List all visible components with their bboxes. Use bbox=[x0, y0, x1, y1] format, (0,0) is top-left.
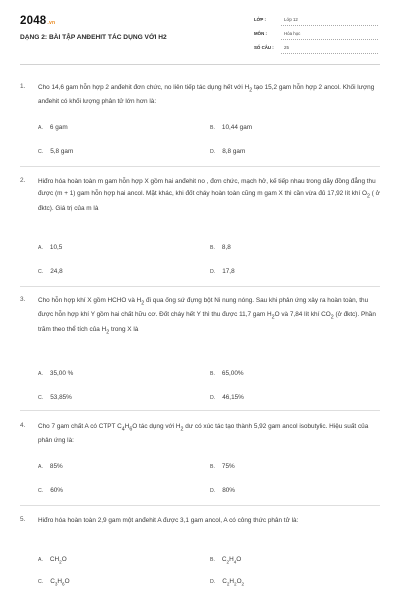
option-letter: A. bbox=[38, 464, 43, 470]
option-letter: A. bbox=[38, 557, 43, 563]
logo-text: 2048 bbox=[20, 15, 47, 27]
option-letter: D. bbox=[210, 395, 216, 401]
question-number: 4. bbox=[20, 422, 26, 429]
option-letter: C. bbox=[38, 395, 44, 401]
option-text: 24,8 bbox=[50, 268, 63, 275]
meta-underline bbox=[281, 53, 378, 54]
option-text: 17,8 bbox=[222, 268, 235, 275]
question-text: Hiđro hóa hoàn toàn 2,9 gam một anđehit A được 3,1 gam ancol, A có công thức phân tử là: bbox=[38, 517, 299, 524]
option-text: 8,8 bbox=[221, 244, 231, 251]
option-c[interactable] bbox=[38, 578, 70, 586]
logo-suffix: .vn bbox=[47, 20, 56, 26]
option-text: 46,15% bbox=[222, 394, 244, 401]
option-b[interactable] bbox=[210, 556, 241, 564]
option-letter: B. bbox=[210, 371, 215, 377]
option-letter: B. bbox=[210, 125, 215, 131]
question-text: Cho 14,6 gam hỗn hợp 2 anđehit đơn chức, no liên tiếp tác dụng hết với $H_2$ tạo 15,2 gam hỗn hợp 2 ancol. Khối lượng anđehit có khối lượng phân tử lớn hơn là: bbox=[38, 84, 375, 106]
meta-label: MÔN : bbox=[254, 31, 267, 36]
question-divider bbox=[20, 286, 380, 287]
option-letter: A. bbox=[38, 245, 43, 251]
option-text: $C_3H_6O$ bbox=[50, 578, 70, 587]
option-b[interactable] bbox=[210, 124, 252, 131]
option-a[interactable] bbox=[38, 370, 73, 377]
option-text: 5,8 gam bbox=[50, 148, 74, 155]
option-letter: A. bbox=[38, 125, 43, 131]
option-text: 75% bbox=[221, 463, 235, 470]
option-c[interactable] bbox=[38, 487, 63, 494]
option-text: 10,44 gam bbox=[221, 124, 253, 131]
meta-label: LỚP : bbox=[254, 17, 266, 22]
option-d[interactable] bbox=[210, 487, 235, 494]
option-text: 53,85% bbox=[50, 394, 72, 401]
option-text: 80% bbox=[222, 487, 235, 494]
meta-value: 25 bbox=[284, 45, 289, 50]
section-title: DẠNG 2: BÀI TẬP ANĐEHIT TÁC DỤNG VỚI H2 bbox=[20, 34, 167, 41]
option-a[interactable] bbox=[38, 244, 62, 251]
question-number: 3. bbox=[20, 296, 26, 303]
option-letter: A. bbox=[38, 371, 43, 377]
option-text: $C_2H_2O_2$ bbox=[222, 578, 245, 587]
question-text: Cho 7 gam chất A có CTPT $C_4H_6O$ tác dụng với $H_2$ dư có xúc tác tạo thành 5,92 gam ancol isobutylic. Hiệu suất của phản ứng là: bbox=[38, 423, 369, 445]
option-text: $C_2H_4O$ bbox=[221, 556, 242, 565]
option-d[interactable] bbox=[210, 394, 244, 401]
option-b[interactable] bbox=[210, 463, 235, 470]
option-letter: C. bbox=[38, 488, 44, 494]
meta-value: Lớp 12 bbox=[284, 17, 298, 22]
site-logo[interactable] bbox=[20, 15, 55, 27]
question-number: 2. bbox=[20, 177, 26, 184]
option-letter: B. bbox=[210, 557, 215, 563]
question-number: 1. bbox=[20, 83, 26, 90]
question-number: 5. bbox=[20, 516, 26, 523]
option-text: 60% bbox=[50, 487, 63, 494]
question-text: Hiđro hóa hoàn toàn m gam hỗn hợp X gồm hai anđehit no , đơn chức, mạch hở, kế tiếp nhau trong dãy đồng đẳng thu được (m + 1) gam hỗn hợp hai ancol. Mặt khác, khi đốt cháy hoàn toàn cũng m gam X thì cần vừa đủ 17,92 lít khí $O_2$ ( ở đktc). Giá trị của m là bbox=[38, 178, 380, 212]
option-letter: B. bbox=[210, 245, 215, 251]
option-letter: C. bbox=[38, 579, 44, 585]
question-divider bbox=[20, 505, 380, 506]
meta-label: SỐ CÂU : bbox=[254, 45, 274, 50]
option-text: $CH_2O$ bbox=[49, 556, 67, 565]
option-text: 6 gam bbox=[49, 124, 68, 131]
meta-underline bbox=[281, 25, 378, 26]
option-text: 8,8 gam bbox=[222, 148, 246, 155]
meta-value: Hóa học bbox=[284, 31, 301, 36]
option-d[interactable] bbox=[210, 578, 244, 586]
option-letter: D. bbox=[210, 269, 216, 275]
option-a[interactable] bbox=[38, 124, 68, 131]
option-b[interactable] bbox=[210, 370, 244, 377]
option-letter: C. bbox=[38, 269, 44, 275]
option-text: 10,5 bbox=[49, 244, 63, 251]
option-letter: D. bbox=[210, 488, 216, 494]
option-text: 35,00 % bbox=[49, 370, 74, 377]
option-letter: D. bbox=[210, 579, 216, 585]
option-d[interactable] bbox=[210, 268, 235, 275]
option-b[interactable] bbox=[210, 244, 231, 251]
option-d[interactable] bbox=[210, 148, 245, 155]
option-a[interactable] bbox=[38, 463, 63, 470]
meta-underline bbox=[281, 39, 378, 40]
option-letter: D. bbox=[210, 149, 216, 155]
option-text: 85% bbox=[49, 463, 63, 470]
question-text: Cho hỗn hợp khí X gồm HCHO và $H_2$ đi qua ống sứ đựng bột Ni nung nóng. Sau khi phản ứng xảy ra hoàn toàn, thu được hỗn hợp khí Y gồm hai chất hữu cơ. Đốt cháy hết Y thì thu được 11,7 gam $H_2O$ và 7,84 lít khí $CO_2$ (ở đktc). Phần trăm theo thể tích của $H_2$ trong X là bbox=[38, 297, 376, 336]
option-a[interactable] bbox=[38, 556, 67, 564]
option-c[interactable] bbox=[38, 394, 72, 401]
option-text: 65,00% bbox=[221, 370, 244, 377]
question-divider bbox=[20, 410, 380, 411]
option-c[interactable] bbox=[38, 148, 73, 155]
option-letter: C. bbox=[38, 149, 44, 155]
question-divider bbox=[20, 166, 380, 167]
header-divider bbox=[20, 64, 380, 65]
option-c[interactable] bbox=[38, 268, 63, 275]
option-letter: B. bbox=[210, 464, 215, 470]
